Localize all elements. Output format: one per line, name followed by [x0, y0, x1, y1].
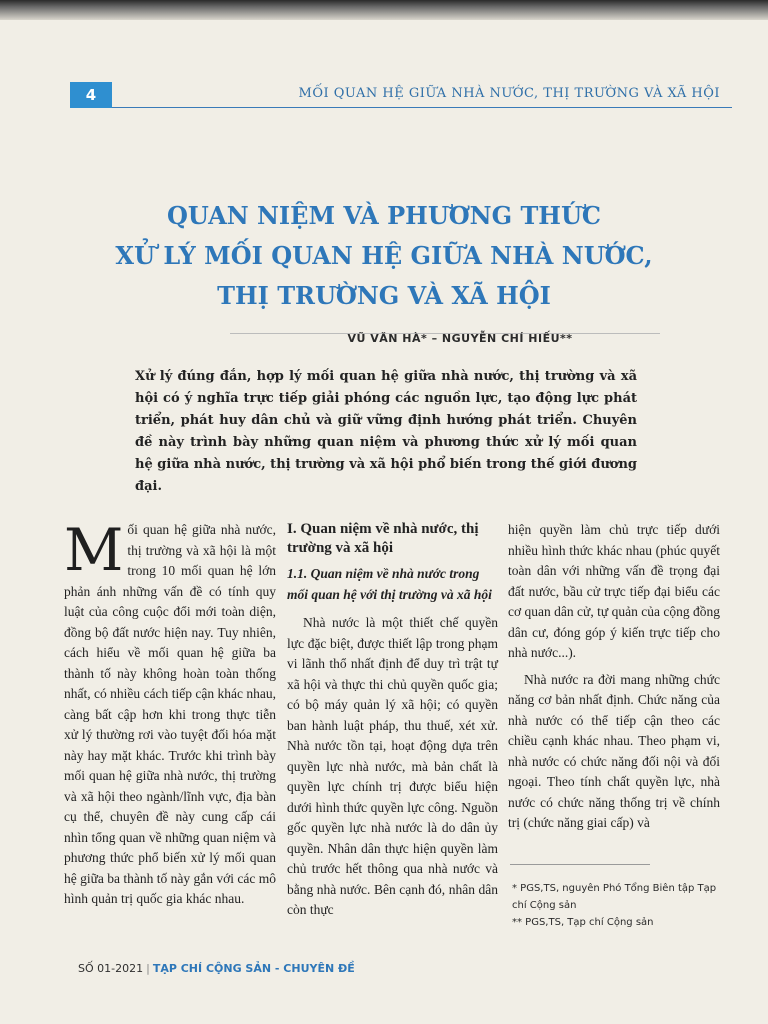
article-title	[60, 196, 708, 316]
footer-separator: |	[146, 962, 150, 975]
body-paragraph: Nhà nước ra đời mang những chức năng cơ bản nhất định. Chức năng của nhà nước có thể tiếp cận theo các chiều cạnh khác nhau. Theo phạm vi, nhà nước có chức năng đối nội và đối ngoại. Theo tính chất quyền lực, nhà nước có chức năng thống trị về chính trị (chức năng giai cấp) và	[508, 671, 720, 830]
issue-number: SỐ 01-2021	[78, 962, 144, 975]
article-abstract: Xử lý đúng đắn, hợp lý mối quan hệ giữa nhà nước, thị trường và xã hội có ý nghĩa trực tiếp giải phóng các nguồn lực, tạo động lực phát triển, phát huy dân chủ và giữ vững định hướng phát triển. Chuyên đề này trình bày những quan niệm và phương thức xử lý mối quan hệ giữa nhà nước, thị trường và xã hội phổ biến trong thế giới đương đại.	[135, 369, 637, 494]
title-line-2: XỬ LÝ MỐI QUAN HỆ GIỮA NHÀ NƯỚC,	[115, 241, 653, 270]
drop-cap: M	[64, 516, 124, 584]
footnote-2: ** PGS,TS, Tạp chí Cộng sản	[512, 917, 654, 928]
body-paragraph: Nhà nước là một thiết chế quyền lực đặc biệt, được thiết lập trong phạm vi lãnh thổ nhất định để duy trì trật tự xã hội và thực thi chủ quyền quốc gia; có bộ máy quản lý xã hội; có quyền ban hành luật pháp, thu thuế, xét xử. Nhà nước tồn tại, hoạt động dựa trên quyền lực nhà nước, mà bản chất là quyền lực chính trị được biểu hiện dưới hình thức quyền lực công. Nguồn gốc quyền lực nhà nước là do dân ủy quyền. Nhân dân thực hiện quyền làm chủ trước hết thông qua nhà nước và bằng nhà nước. Bên cạnh đó, nhân dân còn thực	[287, 615, 498, 917]
running-title: MỐI QUAN HỆ GIỮA NHÀ NƯỚC, THỊ TRƯỜNG VÀ XÃ HỘI	[298, 86, 720, 101]
subsection-heading: 1.1. Quan niệm về nhà nước trong mối quan hệ với thị trường và xã hội	[287, 566, 492, 602]
page-number: 4	[70, 82, 112, 108]
intro-paragraph: ối quan hệ giữa nhà nước, thị trường và xã hội là một trong 10 mối quan hệ lớn phản ánh những vấn đề có tính quy luật của công cuộc đổi mới toàn diện, đồng bộ đất nước hiện nay. Tuy nhiên, cách hiểu về mối quan hệ giữa ba thành tố này không hoàn toàn thống nhất, có nhiều cách tiếp cận khác nhau, càng bất cập hơn khi trong thực tiễn xử lý thường rơi vào tuyệt đối hóa mặt này hay mặt khác. Trước khi trình bày mối quan hệ giữa nhà nước, thị trường và xã hội theo ngành/lĩnh vực, địa bàn cụ thể, chuyên đề này cung cấp cái nhìn tổng quan về những quan niệm và phương thức phổ biến xử lý mối quan hệ giữa ba thành tố này gắn với các mô hình quản trị quốc gia khác nhau.	[64, 522, 277, 906]
body-column-3	[508, 520, 720, 834]
journal-name: TẠP CHÍ CỘNG SẢN - CHUYÊN ĐỀ	[152, 962, 355, 975]
header-rule	[112, 107, 732, 108]
scan-edge	[0, 0, 768, 20]
body-column-2	[287, 520, 498, 921]
footnote-rule	[510, 864, 650, 865]
footnote-1: * PGS,TS, nguyên Phó Tổng Biên tập Tạp chí Cộng sản	[512, 883, 717, 911]
footnotes	[512, 880, 722, 931]
section-heading: I. Quan niệm về nhà nước, thị trường và xã hội	[287, 521, 479, 556]
body-paragraph-continued: hiện quyền làm chủ trực tiếp dưới nhiều hình thức khác nhau (phúc quyết toàn dân với những vấn đề trọng đại đất nước, bầu cử trực tiếp đại biểu các cơ quan dân cử, tự quản của cộng đồng dân cư, đóng góp ý kiến trực tiếp cho nhà nước...).	[508, 522, 720, 660]
title-line-3: THỊ TRƯỜNG VÀ XÃ HỘI	[217, 281, 551, 310]
article-authors: VŨ VĂN HÀ* – NGUYỄN CHÍ HIẾU**	[347, 332, 573, 345]
title-line-1: QUAN NIỆM VÀ PHƯƠNG THỨC	[166, 201, 602, 230]
body-column-1	[64, 516, 277, 910]
page-footer	[78, 962, 355, 975]
